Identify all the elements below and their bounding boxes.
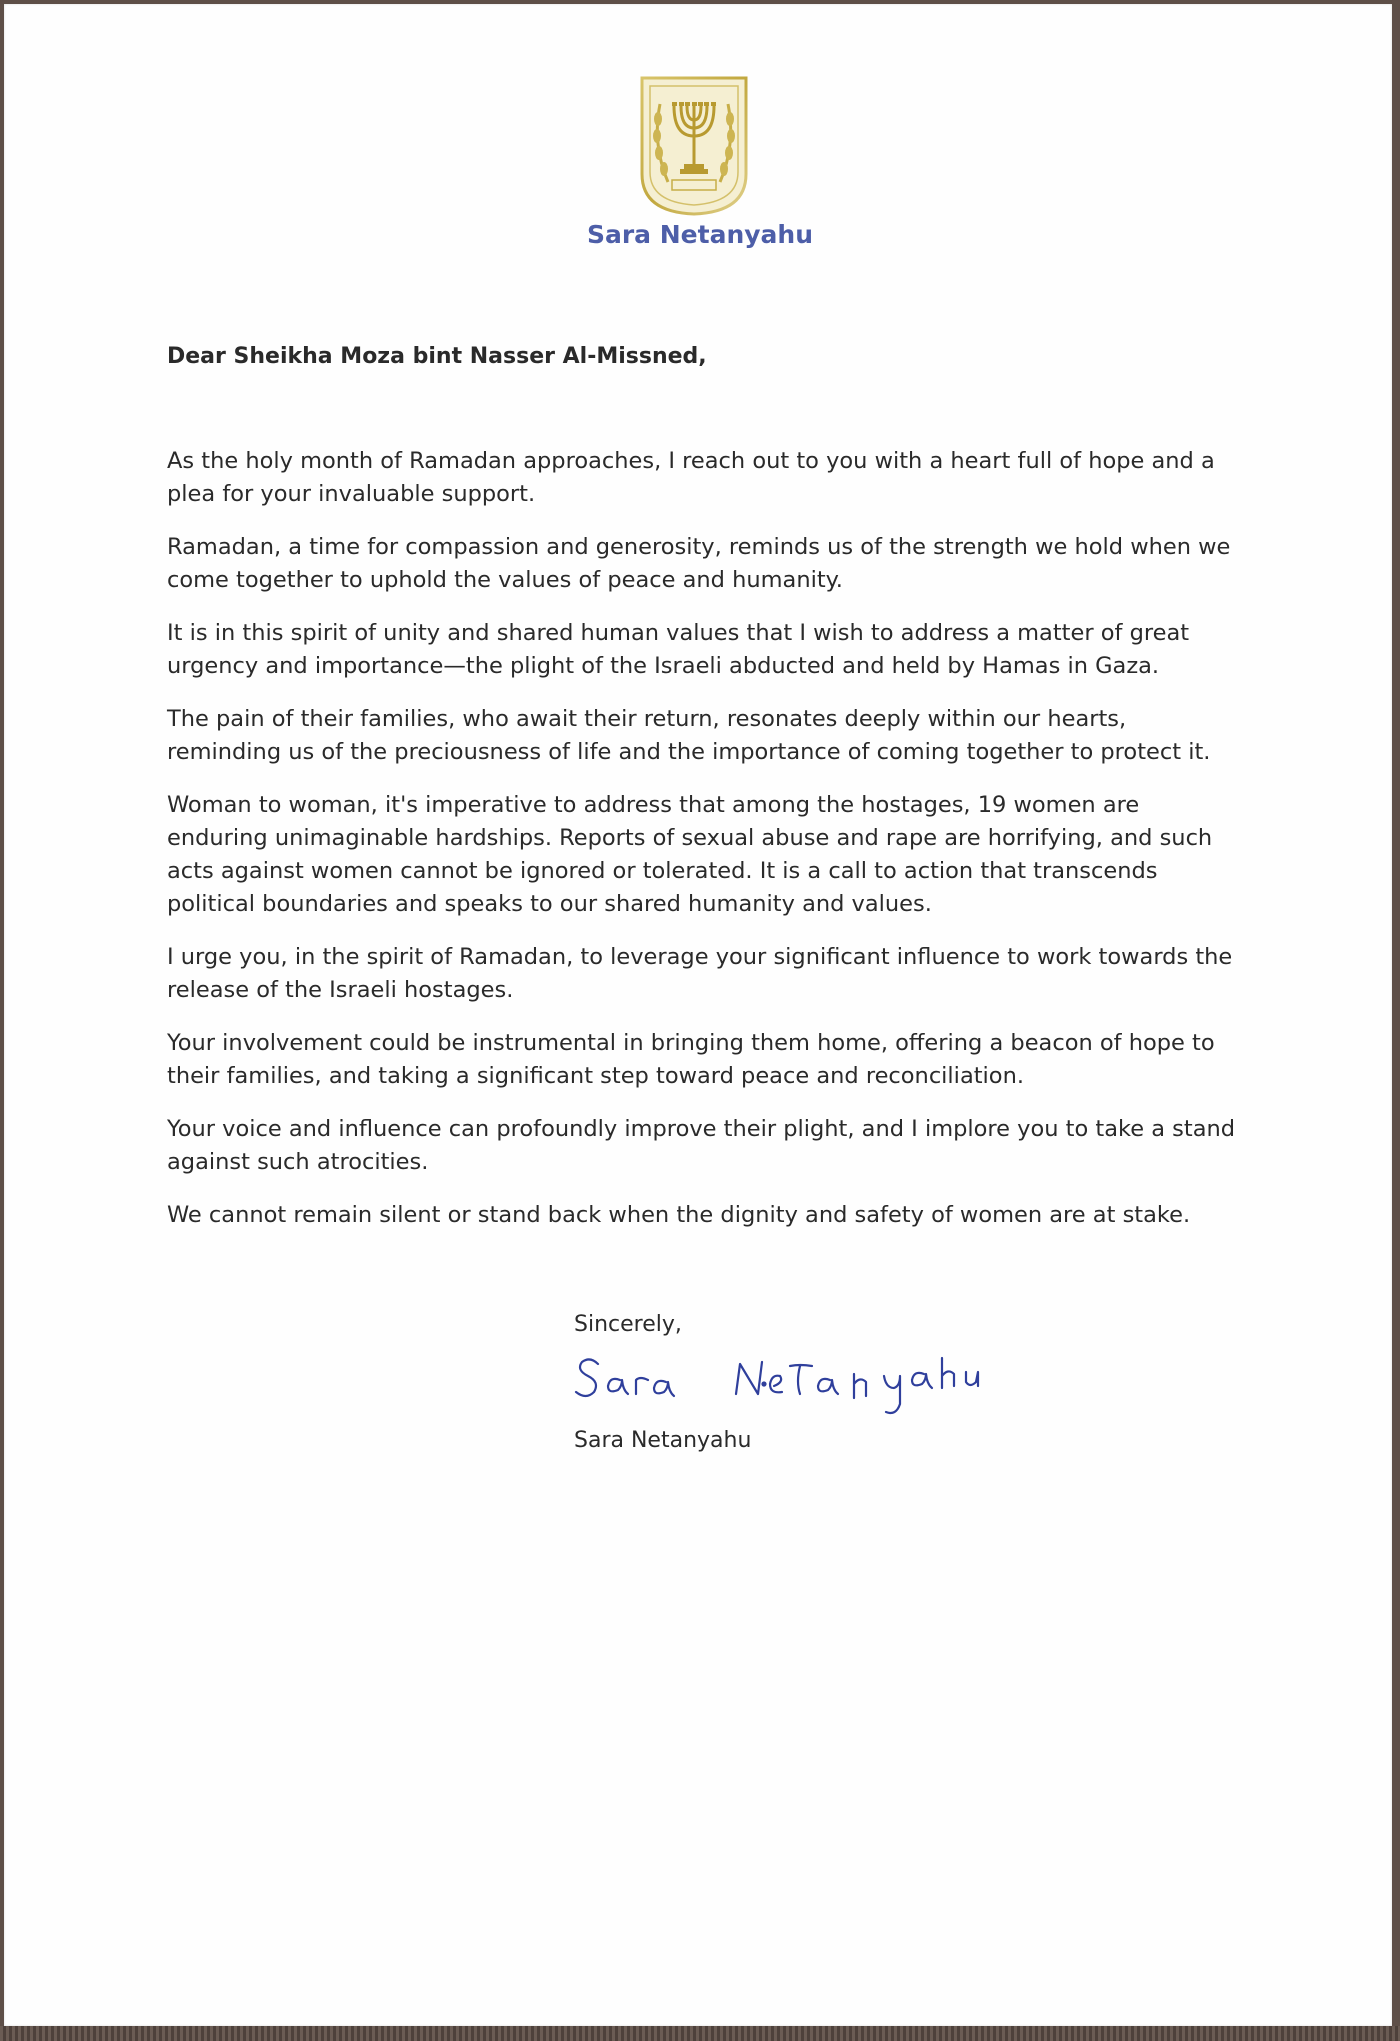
state-emblem-icon — [638, 74, 750, 216]
paragraph: It is in this spirit of unity and shared human values that I wish to address a matter of great urgency and importance—the plight of the Israeli abducted and held by Hamas in Gaza. — [167, 620, 1190, 679]
handwritten-signature — [568, 1342, 1008, 1422]
paragraph: We cannot remain silent or stand back when the dignity and safety of women are at stake. — [167, 1202, 1191, 1228]
desk-edge — [0, 2026, 1400, 2041]
letterhead-name: Sara Netanyahu — [586, 220, 814, 249]
paragraph: Ramadan, a time for compassion and generosity, reminds us of the strength we hold when we come together to uphold the values of peace and humanity. — [167, 534, 1231, 593]
paragraph: The pain of their families, who await their return, resonates deeply within our hearts, reminding us of the preciousness of life and the importance of coming together to protect it. — [167, 706, 1211, 765]
letter-closing — [574, 1310, 1008, 1456]
paragraph: I urge you, in the spirit of Ramadan, to leverage your significant influence to work towards the release of the Israeli hostages. — [167, 944, 1233, 1003]
closing-word: Sincerely, — [574, 1312, 682, 1337]
paragraph: As the holy month of Ramadan approaches, I reach out to you with a heart full of hope and a plea for your invaluable support. — [167, 448, 1215, 507]
salutation: Dear Sheikha Moza bint Nasser Al-Missned, — [167, 344, 707, 369]
paragraph: Your involvement could be instrumental in bringing them home, offering a beacon of hope to their families, and taking a significant step toward peace and reconciliation. — [167, 1030, 1215, 1089]
signer-name: Sara Netanyahu — [574, 1428, 752, 1453]
paragraph: Woman to woman, it's imperative to address that among the hostages, 19 women are enduring unimaginable hardships. Reports of sexual abuse and rape are horrifying, and such acts against women cannot be ignored or tolerated. It is a call to action that transcends political boundaries and speaks to our shared humanity and values. — [167, 792, 1213, 917]
paragraph: Your voice and influence can profoundly improve their plight, and I implore you to take a stand against such atrocities. — [167, 1116, 1236, 1175]
letter-body — [167, 340, 1247, 1252]
